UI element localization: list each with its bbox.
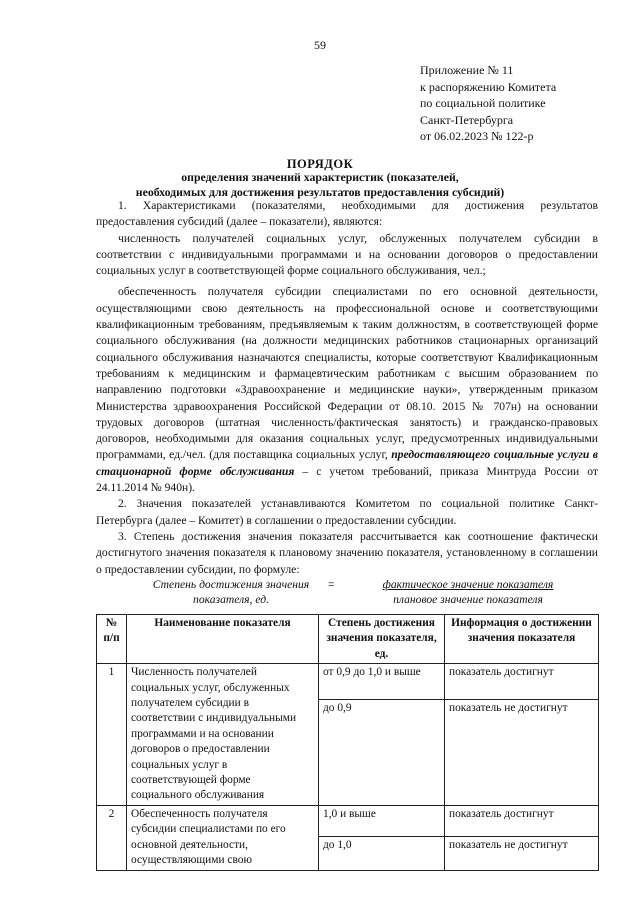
appendix-line: по социальной политике (420, 96, 546, 110)
appendix-line: Санкт-Петербурга (420, 112, 514, 127)
formula-lhs-line: Степень достижения значения (152, 578, 310, 591)
row-info: показатель достигнут (445, 664, 599, 699)
indicator-2-tail: – с учетом требований, приказа Минтруда России от 24.11.2014 № 940н). (96, 464, 598, 495)
row-name: Численность получателей социальных услуг, обслуженных получателем субсидии в соответствии с индивидуальными программами и на основании договоров о предоставлении социальных услуг в соответствующей форме социального обслуживания (127, 664, 319, 806)
table-row (97, 805, 599, 836)
table-header-row (97, 615, 599, 664)
body-text (96, 198, 598, 578)
appendix-line: Приложение № 11 (420, 63, 514, 77)
formula-fraction (358, 577, 578, 607)
page-number: 59 (314, 38, 326, 52)
indicator-2-text: обеспеченность получателя субсидии специалистами по его основной деятельности, осуществляющими свою деятельность на профессиональной основе и соответствующими квалификационным требованиям, предъявляемым к таким должностям, в соответствующей форме социального обслуживания (на должности медицинских работников стационарных организаций социального обслуживания назначаются специалисты, которые соответствуют Квалификационным требованиям к медицинским и фармацевтическим работникам с высшим образованием по направлению подготовки «Здравоохранение и медицинские науки», утвержденным приказом Министерства здравоохранения Российской Федерации от 08.10. 2015 № 707н) на основании трудовых договоров (штатная численность/фактическая занятость) и гражданско-правовых договоров, необходимыми для оказания социальных услуг, предусмотренных индивидуальными программами, ед./чел. (для поставщика социальных услуг, (96, 285, 598, 462)
row-info: показатель достигнут (445, 805, 599, 836)
indicators-table (96, 614, 599, 871)
row-number: 2 (97, 805, 127, 870)
formula-lhs (146, 577, 316, 607)
appendix-header (420, 62, 630, 145)
row-info: показатель не достигнут (445, 836, 599, 870)
document-subtitle (60, 170, 580, 200)
document-title: ПОРЯДОК (286, 157, 354, 171)
row-number: 1 (97, 664, 127, 806)
indicator-2-emphasis: предоставляющего социальные услуги в стационарной форме обслуживания (96, 448, 598, 478)
header-degree: Степень достижения значения показателя, ед. (319, 615, 445, 664)
formula-numerator: фактическое значение показателя (382, 578, 554, 591)
table-row (97, 664, 599, 699)
paragraph-1: 1. Характеристиками (показателями, необходимыми для достижения результатов предоставления субсидий (далее – показатели), являются: (96, 199, 598, 229)
indicator-1: численность получателей социальных услуг, обслуженных получателем субсидии в соответствии с индивидуальными программами и на основании договоров о предоставлении социальных услуг в соответствующей форме социального обслуживания, чел.; (96, 231, 598, 278)
row-degree: до 0,9 (319, 699, 445, 805)
formula-lhs-line: показателя, ед. (193, 593, 269, 606)
header-name: Наименование показателя (127, 615, 319, 664)
formula-denominator: плановое значение показателя (393, 593, 543, 606)
row-degree: до 1,0 (319, 836, 445, 870)
paragraph-3: 3. Степень достижения значения показателя рассчитывается как соотношение фактически достигнутого значения показателя к плановому значению показателя, установленному в соглашении о предоставлении субсидии, по формуле: (96, 529, 598, 576)
appendix-line: от 06.02.2023 № 122-р (420, 129, 534, 143)
row-degree: 1,0 и выше (319, 805, 445, 836)
indicator-2 (96, 284, 598, 496)
row-info: показатель не достигнут (445, 699, 599, 805)
header-number: № п/п (97, 615, 127, 664)
paragraph-2: 2. Значения показателей устанавливаются Комитетом по социальной политике Санкт-Петербурга (далее – Комитет) в соглашении о предоставлении субсидии. (96, 497, 598, 527)
appendix-line: к распоряжению Комитета (420, 79, 557, 94)
subtitle-line: определения значений характеристик (показателей, (181, 170, 459, 184)
row-name: Обеспеченность получателя субсидии специалистами по его основной деятельности, осуществляющими свою (127, 805, 319, 870)
header-info: Информация о достижении значения показателя (445, 615, 599, 664)
formula-equals: = (328, 578, 335, 591)
subtitle-line: необходимых для достижения результатов предоставления субсидий) (135, 185, 505, 199)
row-degree: от 0,9 до 1,0 и выше (319, 664, 445, 699)
